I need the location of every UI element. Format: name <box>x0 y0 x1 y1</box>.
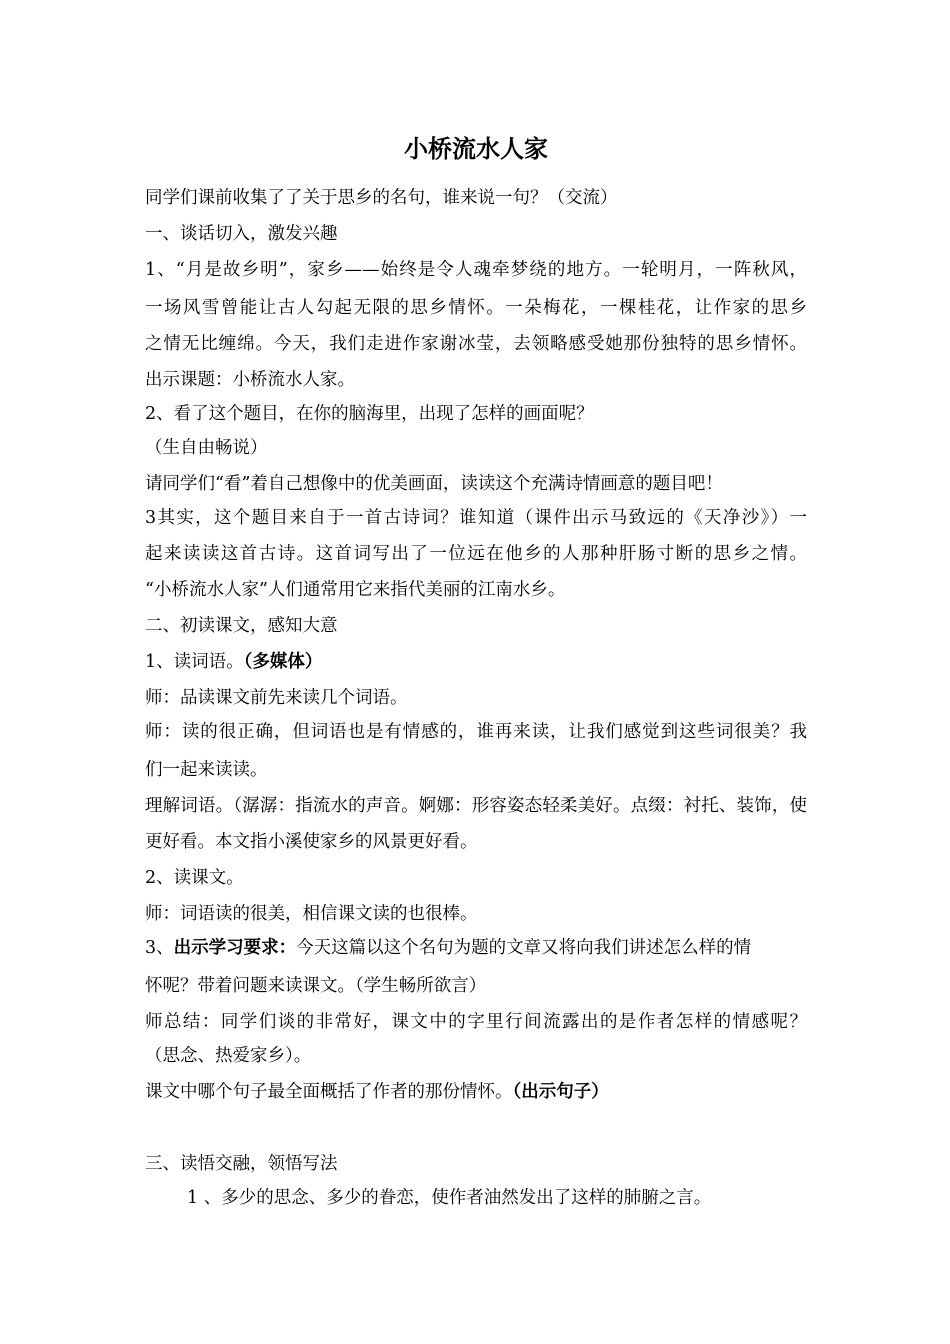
line-text: 3、 <box>145 938 174 958</box>
paragraph-line: 请同学们“看”着自己想像中的优美画面，读读这个充满诗情画意的题目吧！ <box>145 474 723 494</box>
paragraph-line: 怀呢？带着问题来读课文。（学生畅所欲言） <box>145 976 487 996</box>
section-heading: 三、读悟交融，领悟写法 <box>145 1154 338 1174</box>
bold-note: 出示学习要求： <box>173 938 297 958</box>
line-text: 课文中哪个句子最全面概括了作者的那份情怀。 <box>145 1082 513 1102</box>
paragraph-line: 更好看。本文指小溪使家乡的风景更好看。 <box>145 832 478 852</box>
paragraph-line: 之情无比缠绵。今天，我们走进作家谢冰莹，去领略感受她那份独特的思乡情怀。 <box>145 334 807 354</box>
bold-note: （多媒体） <box>243 652 323 672</box>
paragraph-line: 一场风雪曾能让古人勾起无限的思乡情怀。一朵梅花，一棵桂花，让作家的思乡 <box>145 298 807 318</box>
bold-note: （出示句子） <box>512 1082 609 1102</box>
paragraph-line: 1 、多少的思念、多少的眷恋，使作者油然发出了这样的肺腑之言。 <box>187 1188 712 1208</box>
section-heading: 一、谈话切入，激发兴趣 <box>145 224 338 244</box>
paragraph-line: 师：读的很正确，但词语也是有情感的，谁再来读，让我们感觉到这些词很美？我 <box>145 722 807 742</box>
paragraph-line: （生自由畅说） <box>145 438 268 458</box>
paragraph-line: 1、“月是故乡明”，家乡——始终是令人魂牵梦绕的地方。一轮明月，一阵秋风， <box>145 260 807 280</box>
paragraph-line <box>145 936 751 960</box>
paragraph-line: 师：品读课文前先来读几个词语。 <box>145 688 408 708</box>
document-title: 小桥流水人家 <box>404 135 548 163</box>
line-text: 1、读词语。 <box>145 652 244 672</box>
paragraph-line: 理解词语。（潺潺：指流水的声音。婀娜：形容姿态轻柔美好。点缀：衬托、装饰，使 <box>145 796 807 816</box>
paragraph-line: 同学们课前收集了了关于思乡的名句，谁来说一句？（交流） <box>145 188 618 208</box>
paragraph-line: 出示课题：小桥流水人家。 <box>145 370 355 390</box>
paragraph-line: 师：词语读的很美，相信课文读的也很棒。 <box>145 904 478 924</box>
paragraph-line: 起来读读这首古诗。这首词写出了一位远在他乡的人那种肝肠寸断的思乡之情。 <box>145 544 807 564</box>
paragraph-line: 3其实，这个题目来自于一首古诗词？谁知道（课件出示马致远的《天净沙》）一 <box>145 508 807 528</box>
paragraph-line: 们一起来读读。 <box>145 760 268 780</box>
paragraph-line: （思念、热爱家乡）。 <box>145 1046 312 1066</box>
line-text: 今天这篇以这个名句为题的文章又将向我们讲述怎么样的情 <box>296 938 752 958</box>
section-heading: 二、初读课文，感知大意 <box>145 616 338 636</box>
paragraph-line: 师总结：同学们谈的非常好，课文中的字里行间流露出的是作者怎样的情感呢？ <box>145 1012 807 1032</box>
paragraph-line <box>145 1080 609 1104</box>
paragraph-line <box>145 650 322 674</box>
paragraph-line: 2、读课文。 <box>145 868 244 888</box>
paragraph-line: “小桥流水人家”人们通常用它来指代美丽的江南水乡。 <box>145 580 566 600</box>
paragraph-line: 2、看了这个题目，在你的脑海里，出现了怎样的画面呢？ <box>145 404 594 424</box>
